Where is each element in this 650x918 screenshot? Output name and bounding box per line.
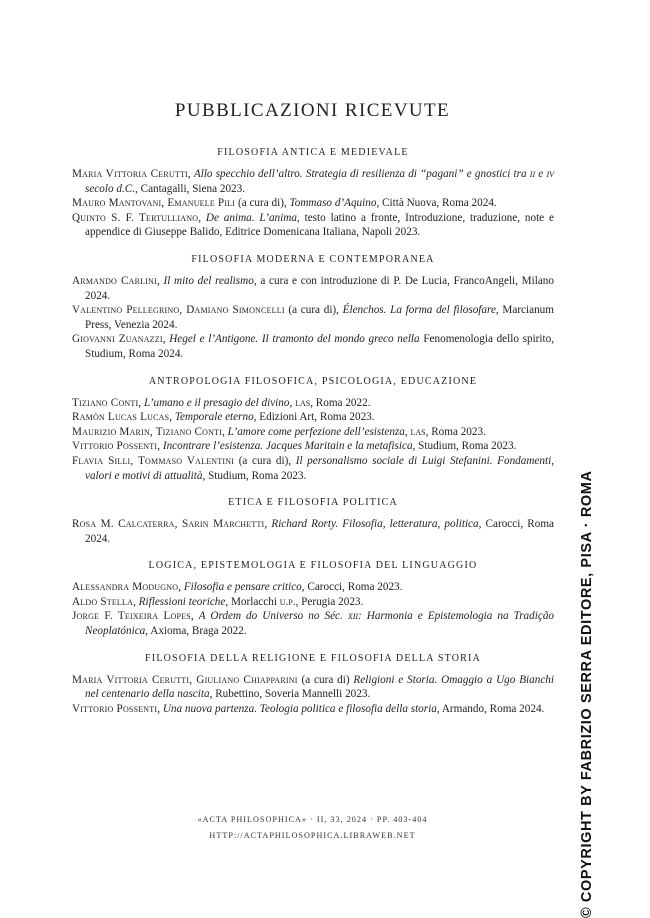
- entry-text: , Morlacchi: [225, 595, 280, 608]
- entry-text: , a cura e con introduzione di P. De Lucia, FrancoAngeli, Milano 2024.: [85, 274, 554, 302]
- publications-list: [72, 147, 554, 730]
- entry-title: Una nuova partenza. Teologia politica e filosofia della storia: [162, 702, 437, 715]
- entry-authors: Mauro Mantovani, Emanuele Pili: [72, 197, 236, 210]
- entry-title: Hegel e l’Antigone. Il tramonto del mondo greco nella: [169, 333, 424, 346]
- entry-text: ,: [157, 440, 163, 453]
- section: [72, 376, 554, 484]
- entry-title: De anima. L’anima: [205, 211, 297, 224]
- entry-text: ,: [162, 333, 170, 346]
- entry-text: (a cura di),: [234, 454, 296, 467]
- entry-title: Filosofia e pensare critico: [183, 581, 302, 594]
- entry-text: (a cura di),: [235, 197, 290, 210]
- entry-text: ,: [133, 595, 139, 608]
- entry-title: A Ordem do Universo no Séc.: [198, 610, 348, 623]
- entry-text: ,: [157, 702, 163, 715]
- entry-title-numeral: iv: [546, 168, 555, 180]
- entry-text: , Axioma, Braga 2022.: [145, 625, 247, 638]
- entry-authors: Jorge F. Teixeira Lopes: [72, 610, 191, 623]
- entry-publisher-abbrev: u.p.: [279, 595, 296, 608]
- entry-text: , Città Nuova, Roma 2024.: [376, 197, 497, 210]
- entry-title: Allo specchio dell’altro. Strategia di resilienza di “pagani” e gnostici tra: [193, 168, 530, 180]
- entry-authors: Giovanni Zuanazzi: [72, 333, 163, 346]
- entry-text: ,: [156, 274, 164, 287]
- entry-publisher-abbrev: las: [295, 396, 311, 409]
- entry-authors: Ramòn Lucas Lucas: [72, 411, 170, 424]
- entry-authors: Alessandra Modugno: [72, 581, 179, 594]
- copyright-notice: © COPYRIGHT BY FABRIZIO SERRA EDITORE, PISA · ROMA: [579, 470, 595, 918]
- section: [72, 653, 554, 717]
- entry-title: e: [535, 168, 547, 180]
- section: [72, 560, 554, 638]
- entry-authors: Quinto S. F. Tertulliano: [72, 211, 199, 224]
- entry-text: ,: [404, 425, 411, 438]
- entry-text: (a cura di),: [284, 304, 343, 317]
- entry-text: ,: [138, 396, 144, 409]
- entry-text: , Rubettino, Soveria Mannelli 2023.: [209, 688, 371, 701]
- entry-authors: Maria Vittoria Cerutti, Giuliano Chiapparini: [72, 673, 298, 686]
- entry-text: ,: [169, 411, 175, 424]
- entry-text: , Armando, Roma 2024.: [436, 702, 545, 715]
- entry-title: Tommaso d’Aquino: [289, 197, 377, 210]
- entry-text: , Edizioni Art, Roma 2023.: [253, 411, 375, 424]
- entry-title: L’amore come perfezione dell’esistenza: [227, 425, 405, 438]
- entry-publisher-abbrev: las: [410, 425, 426, 438]
- entry-authors: Maurizio Marin, Tiziano Conti: [72, 425, 223, 438]
- section-title: LOGICA, EPISTEMOLOGIA E FILOSOFIA DEL LINGUAGGIO: [148, 560, 478, 572]
- entry-text: , Roma 2022.: [310, 396, 371, 409]
- section: [72, 254, 554, 362]
- entry-authors: Tiziano Conti: [72, 396, 139, 409]
- entry-text: , testo latino a fronte, Introduzione, traduzione, note e appendice di Giuseppe Balido, Editrice Domenicana Italiana, Napoli 2023.: [85, 211, 554, 239]
- bibliography-entry: [72, 425, 554, 440]
- bibliography-entry: [72, 673, 554, 702]
- entry-text: , Studium, Roma 2024.: [85, 333, 555, 360]
- bibliography-entry: [72, 332, 554, 361]
- bibliography-entry: [72, 454, 554, 483]
- entry-authors: Maria Vittoria Cerutti: [72, 168, 188, 180]
- entry-title: Il mito del realismo: [163, 274, 254, 287]
- entry-text: ,: [190, 610, 199, 623]
- entry-text: , Carocci, Roma 2023.: [301, 581, 403, 594]
- bibliography-entry: [72, 609, 554, 638]
- bibliography-entry: [72, 595, 554, 610]
- journal-url: HTTP://ACTAPHILOSOPHICA.LIBRAWEB.NET: [209, 831, 416, 840]
- entry-title: Il personalismo sociale di Luigi Stefanini. Fondamenti, valori e motivi di attualità: [85, 454, 555, 482]
- entry-authors: Valentino Pellegrino, Damiano Simoncelli: [72, 304, 285, 317]
- entry-text: , Carocci, Roma 2024.: [85, 518, 554, 545]
- entry-title: Religioni e Storia. Omaggio a Ugo Bianchi nel centenario della nascita: [85, 673, 554, 701]
- entry-text: ,: [264, 518, 272, 531]
- bibliography-entry: [72, 396, 554, 411]
- bibliography-entry: [72, 410, 554, 425]
- entry-text: , Cantagalli, Siena 2023.: [135, 182, 246, 195]
- entry-text: ,: [289, 396, 296, 409]
- section-title: FILOSOFIA MODERNA E CONTEMPORANEA: [191, 253, 435, 265]
- entry-text: , Marcianum Press, Venezia 2024.: [85, 304, 554, 331]
- entry-title: Incontrare l’esistenza. Jacques Maritain e la metafisica: [162, 440, 413, 453]
- section-title: ETICA E FILOSOFIA POLITICA: [228, 497, 398, 509]
- entry-text: , Studium, Roma 2023.: [412, 440, 517, 453]
- entry-text: (a cura di): [297, 673, 354, 686]
- entry-title-numeral: xii: [347, 610, 359, 623]
- entry-text: , Perugia 2023.: [295, 595, 364, 608]
- entry-title: Richard Rorty. Filosofia, letteratura, politica: [271, 518, 479, 531]
- entry-authors: Armando Carlini: [72, 274, 157, 287]
- section-title: ANTROPOLOGIA FILOSOFICA, PSICOLOGIA, EDUCAZIONE: [148, 375, 478, 387]
- entry-title: : Harmonia e Epistemologia na Tradição Neoplatónica: [85, 610, 555, 638]
- entry-title: secolo d.C.: [85, 182, 136, 195]
- entry-title: Élenchos. La forma del filosofare: [342, 304, 496, 317]
- entry-title: Riflessioni teoriche: [138, 595, 226, 608]
- section-title: FILOSOFIA DELLA RELIGIONE E FILOSOFIA DELLA STORIA: [145, 652, 481, 664]
- entry-text: ,: [222, 425, 228, 438]
- entry-authors: Rosa M. Calcaterra, Sarin Marchetti: [72, 518, 265, 531]
- bibliography-entry: [72, 439, 554, 454]
- bibliography-entry: [72, 274, 554, 303]
- entry-title: L’umano e il presagio del divino: [143, 396, 290, 409]
- entry-authors: Aldo Stella: [72, 595, 134, 608]
- bibliography-entry: [72, 211, 554, 240]
- bibliography-entry: [72, 196, 554, 211]
- entry-text: Fenomenologia dello spirito: [423, 333, 552, 346]
- entry-text: , Roma 2023.: [425, 425, 486, 438]
- entry-authors: Flavia Silli, Tommaso Valentini: [72, 454, 235, 467]
- entry-text: ,: [187, 168, 194, 180]
- entry-authors: Vittorio Possenti: [72, 440, 158, 453]
- section: [72, 497, 554, 546]
- section-title: FILOSOFIA ANTICA E MEDIEVALE: [217, 147, 409, 158]
- journal-citation: «ACTA PHILOSOPHICA» · II, 33, 2024 · PP. 403-404: [197, 815, 428, 824]
- bibliography-entry: [72, 517, 554, 546]
- entry-authors: Vittorio Possenti: [72, 702, 158, 715]
- entry-title: Temporale eterno: [174, 411, 254, 424]
- bibliography-entry: [72, 303, 554, 332]
- entry-title-numeral: ii: [529, 168, 536, 180]
- section: [72, 147, 554, 240]
- entry-text: ,: [198, 211, 206, 224]
- bibliography-entry: [72, 580, 554, 595]
- bibliography-entry: [72, 702, 554, 717]
- entry-text: , Studium, Roma 2023.: [202, 469, 307, 482]
- bibliography-entry: [72, 167, 554, 196]
- entry-text: ,: [178, 581, 184, 594]
- page-title: PUBBLICAZIONI RICEVUTE: [174, 100, 451, 121]
